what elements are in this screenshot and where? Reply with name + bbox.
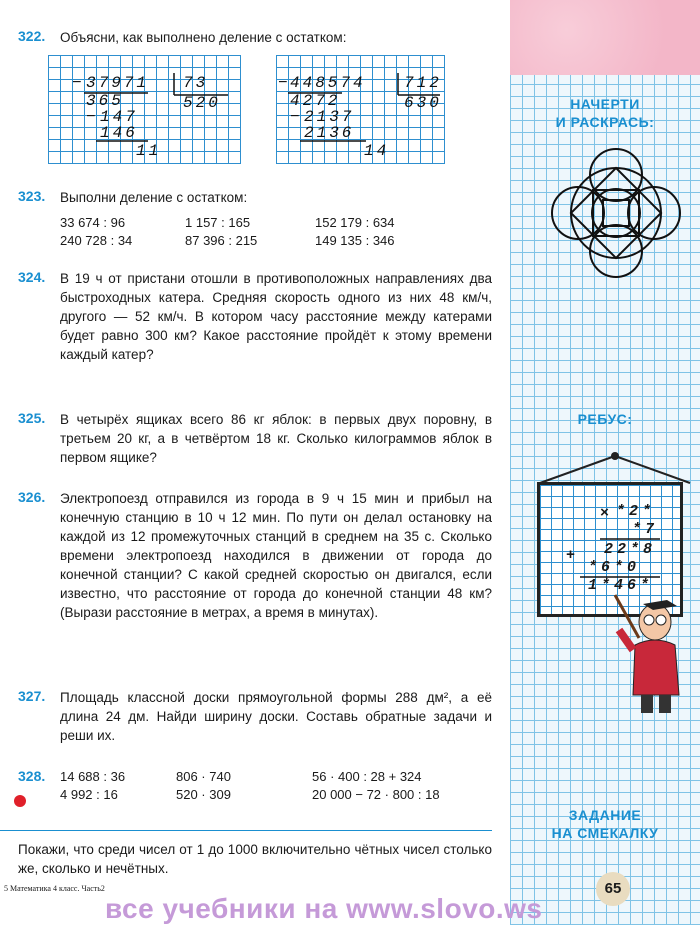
watermark-text: все учебники на www.slovo.ws (105, 893, 543, 924)
problem-text: Выполни деление с остатком: (60, 190, 248, 205)
minus-sign: − (278, 74, 288, 92)
exercise-column-1 (60, 768, 125, 804)
book-footer: 5 Математика 4 класс. Часть2 (4, 884, 105, 893)
division-grid-2 (276, 55, 445, 164)
problem-number: 324. (18, 269, 46, 285)
exercise-item: 20 000 − 72 · 800 : 18 (312, 787, 440, 802)
page-number: 65 (596, 872, 630, 906)
exercise-column-3 (315, 214, 395, 250)
exercise-item: 14 688 : 36 (60, 769, 126, 784)
rebus-row-3: 22*8 (604, 541, 657, 558)
problem-number: 326. (18, 489, 46, 505)
exercise-column-3 (312, 768, 440, 804)
minus-sign: − (86, 108, 96, 126)
sidebar (510, 0, 700, 925)
divisor: 712 (404, 74, 442, 92)
exercise-item: 152 179 : 634 (315, 215, 395, 230)
exercise-item: 149 135 : 346 (315, 233, 395, 248)
rebus-row-2: *7 (632, 521, 659, 538)
exercise-column-1 (60, 214, 132, 250)
rebus-row-4: *6*0 (588, 559, 641, 576)
exercise-item: 33 674 : 96 (60, 215, 126, 230)
exercise-item: 4 992 : 16 (60, 787, 118, 802)
problem-number: 328. (18, 768, 46, 784)
puzzle-text: Покажи, что среди чисел от 1 до 1000 включительно чётных чисел столько же, сколько и нечётных. (18, 842, 492, 876)
rebus-row-5: 1*46* (588, 577, 654, 594)
problem-text: Объясни, как выполнено деление с остатком: (60, 30, 347, 45)
division-grid-1 (48, 55, 241, 164)
exercise-item: 520 · 309 (176, 787, 231, 802)
task-heading-2: НА СМЕКАЛКУ (551, 825, 659, 841)
problem-text: В 19 ч от пристани отошли в противоположных направлениях два быстроходных катера. Средняя скорость одного из них 48 км/ч, другого — 52 км/ч. В котором часу расстояние между катерами будет равно 300 км? Какое расстояние пройдёт к этому времени каждый катер? (60, 271, 492, 362)
subtrahend-1: 365 (86, 92, 124, 110)
problem-text: В четырёх ящиках всего 86 кг яблок: в первых двух поровну, в третьем 20 кг, а в четвёртом 18 кг. Сколько килограммов яблок в первом ящике? (60, 412, 492, 465)
exercise-column-2 (185, 214, 257, 250)
minus-sign: − (290, 108, 300, 126)
remainder: 14 (364, 142, 390, 160)
divisor: 73 (183, 74, 209, 92)
task-heading: ЗАДАНИЕ (568, 807, 642, 823)
exercise-item: 1 157 : 165 (185, 215, 251, 230)
problem-number: 325. (18, 410, 46, 426)
problem-text: Площадь классной доски прямоугольной формы 288 дм², а её длина 24 дм. Найди ширину доски. Составь обратные задачи и реши их. (60, 690, 492, 743)
teacher-illustration (605, 590, 695, 720)
draw-heading: НАЧЕРТИ (570, 96, 640, 112)
draw-heading-2: И РАСКРАСЬ: (555, 114, 655, 130)
subtrahend-1: 4272 (290, 92, 341, 110)
remainder-step: 2137 (304, 108, 355, 126)
problem-text: Электропоезд отправился из города в 9 ч 15 мин и прибыл на конечную станцию в 10 ч 12 мин. По пути он делал остановку на каждой из 12 промежуточных станций в среднем на 35 с. Сколько времени электропоезд находился в движении от города до конечной станции? С какой средней скоростью он двигался, если известно, что расстояние от города до конечной станции 48 км? (Вырази расстояние в метрах, а время в минутах). (60, 491, 492, 620)
minus-sign: − (72, 74, 82, 92)
subtrahend-2: 2136 (304, 124, 355, 142)
remainder-step: 147 (100, 108, 138, 126)
section-divider (0, 830, 492, 831)
exercise-item: 240 728 : 34 (60, 233, 133, 248)
exercise-item: 806 · 740 (176, 769, 231, 784)
quotient: 630 (404, 94, 442, 112)
difficulty-marker (14, 795, 26, 807)
times-sign: × (600, 505, 610, 522)
problem-number: 323. (18, 188, 46, 204)
drawing-figure (548, 145, 684, 281)
subtrahend-2: 146 (100, 124, 138, 142)
problem-number: 322. (18, 28, 46, 44)
exercise-column-2 (176, 768, 231, 804)
exercise-item: 56 · 400 : 28 + 324 (312, 769, 422, 784)
problem-number: 327. (18, 688, 46, 704)
plus-sign: + (566, 547, 576, 564)
rebus-heading: РЕБУС: (577, 411, 633, 427)
dividend: 448574 (290, 74, 366, 92)
dividend: 37971 (86, 74, 150, 92)
sidebar-pink-block (510, 0, 700, 75)
rebus-row-1: *2* (616, 503, 656, 520)
quotient: 520 (183, 94, 221, 112)
exercise-item: 87 396 : 215 (185, 233, 258, 248)
remainder: 11 (136, 142, 162, 160)
